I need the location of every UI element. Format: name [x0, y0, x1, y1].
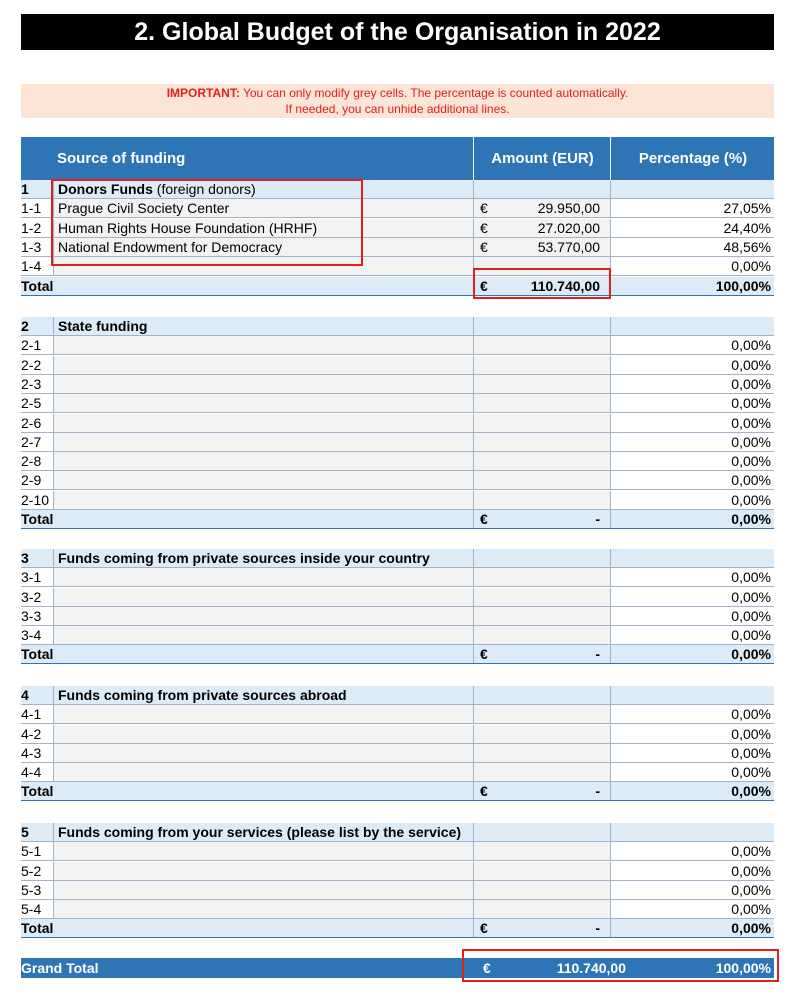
total-row	[21, 919, 774, 938]
section-pct-empty	[610, 180, 774, 198]
amount-cell[interactable]	[473, 414, 610, 432]
percentage-cell: 48,56%	[610, 238, 774, 256]
amount-cell[interactable]	[473, 452, 610, 470]
source-cell[interactable]	[53, 375, 473, 393]
row-id: 3-2	[21, 589, 42, 605]
section-pct-empty	[610, 549, 774, 567]
amount-value: 29.950,00	[537, 200, 600, 216]
section-title	[53, 549, 473, 567]
currency-symbol: €	[480, 239, 488, 255]
percentage-cell: 0,00%	[610, 394, 774, 412]
total-percentage: 0,00%	[610, 919, 774, 937]
percentage-cell: 0,00%	[610, 336, 774, 354]
amount-cell[interactable]	[473, 471, 610, 489]
percentage-cell: 0,00%	[610, 900, 774, 918]
row-id: 1-3	[21, 239, 42, 255]
total-row	[21, 782, 774, 801]
amount-cell[interactable]	[473, 238, 610, 256]
source-cell[interactable]: Prague Civil Society Center	[53, 199, 473, 217]
total-row	[21, 510, 774, 529]
section-title-text: State funding	[58, 318, 148, 334]
row-id: 2-3	[21, 376, 42, 392]
percentage-cell: 0,00%	[610, 471, 774, 489]
amount-cell[interactable]	[473, 588, 610, 606]
section-amount-empty	[473, 317, 610, 335]
percentage-cell: 0,00%	[610, 452, 774, 470]
percentage-cell: 0,00%	[610, 607, 774, 625]
percentage-cell: 0,00%	[610, 257, 774, 275]
source-cell[interactable]	[53, 491, 473, 509]
row-id: 4-1	[21, 706, 42, 722]
grand-total-label: Grand Total	[21, 960, 99, 976]
table-row	[21, 375, 774, 394]
section-number: 4	[21, 687, 29, 703]
section-header-4	[21, 686, 774, 705]
table-row	[21, 452, 774, 471]
table-row	[21, 471, 774, 490]
total-row	[21, 277, 774, 296]
amount-value: 27.020,00	[537, 220, 600, 236]
total-percentage: 0,00%	[610, 645, 774, 663]
row-id: 2-1	[21, 337, 42, 353]
amount-cell[interactable]	[473, 626, 610, 644]
source-cell[interactable]	[53, 394, 473, 412]
table-row	[21, 394, 774, 413]
amount-cell[interactable]	[473, 705, 610, 723]
table-row	[21, 725, 774, 744]
table-row	[21, 881, 774, 900]
table-row	[21, 744, 774, 763]
percentage-cell: 0,00%	[610, 568, 774, 586]
amount-cell[interactable]	[473, 842, 610, 860]
row-id: 1-2	[21, 220, 42, 236]
percentage-cell: 0,00%	[610, 763, 774, 781]
total-percentage: 0,00%	[610, 782, 774, 800]
source-cell[interactable]	[53, 862, 473, 880]
percentage-cell: 0,00%	[610, 491, 774, 509]
section-pct-empty	[610, 686, 774, 704]
source-cell[interactable]	[53, 842, 473, 860]
section-amount-empty	[473, 823, 610, 841]
amount-cell[interactable]	[473, 607, 610, 625]
percentage-cell: 0,00%	[610, 842, 774, 860]
section-title-text: Funds coming from private sources abroad	[58, 687, 347, 703]
total-label: Total	[21, 920, 54, 936]
source-cell[interactable]	[53, 900, 473, 918]
total-amount	[473, 510, 610, 528]
percentage-cell: 0,00%	[610, 375, 774, 393]
section-amount-empty	[473, 686, 610, 704]
row-id: 1-4	[21, 258, 42, 274]
header-source: Source of funding	[57, 150, 186, 167]
source-cell[interactable]	[53, 744, 473, 762]
total-amount	[473, 919, 610, 937]
amount-cell[interactable]	[473, 568, 610, 586]
row-id: 5-4	[21, 901, 42, 917]
source-cell[interactable]: National Endowment for Democracy	[53, 238, 473, 256]
table-row	[21, 763, 774, 782]
row-id: 5-2	[21, 863, 42, 879]
table-row	[21, 491, 774, 510]
section-header-5	[21, 823, 774, 842]
section-number: 2	[21, 318, 29, 334]
percentage-cell: 0,00%	[610, 725, 774, 743]
section-number: 1	[21, 181, 29, 197]
amount-cell[interactable]	[473, 881, 610, 899]
percentage-cell: 27,05%	[610, 199, 774, 217]
row-id: 2-9	[21, 472, 42, 488]
amount-cell[interactable]	[473, 763, 610, 781]
table-row	[21, 842, 774, 861]
row-id: 5-3	[21, 882, 42, 898]
important-notice	[21, 84, 774, 118]
section-title-text: Funds coming from your services (please list by the service)	[58, 824, 462, 840]
total-amount-value: -	[595, 920, 600, 936]
total-amount-value: 110.740,00	[530, 278, 600, 294]
highlight-box-donors	[51, 179, 363, 266]
currency-symbol: €	[480, 278, 488, 294]
amount-cell[interactable]	[473, 433, 610, 451]
table-row	[21, 356, 774, 375]
table-row	[21, 336, 774, 355]
highlight-box-donor-total	[473, 268, 611, 299]
source-cell[interactable]	[53, 471, 473, 489]
row-id: 2-7	[21, 434, 42, 450]
total-label: Total	[21, 783, 54, 799]
grand-total-currency: €	[483, 960, 491, 976]
source-cell[interactable]	[53, 568, 473, 586]
section-number: 5	[21, 824, 29, 840]
table-row	[21, 588, 774, 607]
percentage-cell: 0,00%	[610, 414, 774, 432]
total-amount-value: -	[595, 511, 600, 527]
row-id: 3-4	[21, 627, 42, 643]
source-cell[interactable]	[53, 881, 473, 899]
source-cell[interactable]	[53, 607, 473, 625]
table-header	[21, 137, 774, 180]
section-pct-empty	[610, 317, 774, 335]
table-row	[21, 705, 774, 724]
currency-symbol: €	[480, 511, 488, 527]
amount-cell[interactable]	[473, 219, 610, 237]
notice-line-1-text: You can only modify grey cells. The percentage is counted automatically.	[239, 86, 629, 100]
percentage-cell: 0,00%	[610, 862, 774, 880]
row-id: 1-1	[21, 200, 42, 216]
row-id: 4-4	[21, 764, 42, 780]
row-id: 2-6	[21, 415, 42, 431]
amount-cell[interactable]	[473, 394, 610, 412]
source-cell[interactable]	[53, 356, 473, 374]
total-amount-value: -	[595, 646, 600, 662]
row-id: 2-5	[21, 395, 42, 411]
source-cell[interactable]: Human Rights House Foundation (HRHF)	[53, 219, 473, 237]
page-title: 2. Global Budget of the Organisation in 2022	[21, 14, 774, 50]
highlight-box-grand-total	[462, 949, 779, 982]
table-row	[21, 568, 774, 587]
percentage-cell: 0,00%	[610, 744, 774, 762]
row-id: 3-1	[21, 569, 42, 585]
total-label: Total	[21, 278, 54, 294]
total-amount	[473, 645, 610, 663]
source-cell[interactable]	[53, 336, 473, 354]
source-cell[interactable]	[53, 433, 473, 451]
total-label: Total	[21, 511, 54, 527]
source-cell[interactable]	[53, 452, 473, 470]
total-source-empty	[81, 919, 473, 937]
source-cell[interactable]	[53, 763, 473, 781]
row-id: 3-3	[21, 608, 42, 624]
notice-line-1	[21, 85, 774, 101]
amount-cell[interactable]	[473, 336, 610, 354]
notice-line-2: If needed, you can unhide additional lines.	[285, 102, 510, 116]
section-title-text: Donors Funds	[58, 181, 153, 197]
row-id: 2-8	[21, 453, 42, 469]
amount-cell[interactable]	[473, 356, 610, 374]
currency-symbol: €	[480, 200, 488, 216]
total-row	[21, 645, 774, 664]
total-percentage: 0,00%	[610, 510, 774, 528]
amount-cell[interactable]	[473, 375, 610, 393]
percentage-cell: 0,00%	[610, 881, 774, 899]
header-amount: Amount (EUR)	[473, 137, 611, 180]
table-row	[21, 900, 774, 919]
section-title-text: Funds coming from private sources inside your country	[58, 550, 430, 566]
grand-total-percentage: 100,00%	[715, 960, 771, 976]
table-row	[21, 433, 774, 452]
currency-symbol: €	[480, 220, 488, 236]
percentage-cell: 0,00%	[610, 626, 774, 644]
row-id: 2-2	[21, 357, 42, 373]
section-amount-empty	[473, 180, 610, 198]
row-id: 4-2	[21, 726, 42, 742]
header-percentage: Percentage (%)	[610, 137, 775, 180]
amount-cell[interactable]	[473, 744, 610, 762]
total-amount	[473, 782, 610, 800]
amount-cell[interactable]	[473, 491, 610, 509]
total-source-empty	[81, 645, 473, 663]
amount-value: 53.770,00	[537, 239, 600, 255]
section-title	[53, 317, 473, 335]
row-id: 2-10	[21, 492, 50, 508]
section-title	[53, 686, 473, 704]
amount-cell[interactable]	[473, 862, 610, 880]
amount-cell[interactable]	[473, 199, 610, 217]
notice-important-label: IMPORTANT:	[166, 86, 240, 100]
total-source-empty	[81, 277, 473, 295]
grand-total-amount: 110.740,00	[556, 960, 626, 976]
amount-cell[interactable]	[473, 900, 610, 918]
percentage-cell: 0,00%	[610, 433, 774, 451]
total-source-empty	[81, 782, 473, 800]
section-title-suffix: (foreign donors)	[152, 181, 256, 197]
section-amount-empty	[473, 549, 610, 567]
table-row	[21, 626, 774, 645]
percentage-cell: 24,40%	[610, 219, 774, 237]
row-id: 5-1	[21, 843, 42, 859]
source-cell[interactable]	[53, 414, 473, 432]
percentage-cell: 0,00%	[610, 705, 774, 723]
source-cell[interactable]	[53, 588, 473, 606]
table-row	[21, 414, 774, 433]
percentage-cell: 0,00%	[610, 588, 774, 606]
row-id: 4-3	[21, 745, 42, 761]
section-header-3	[21, 549, 774, 568]
currency-symbol: €	[480, 646, 488, 662]
source-cell[interactable]	[53, 626, 473, 644]
total-source-empty	[81, 510, 473, 528]
percentage-cell: 0,00%	[610, 356, 774, 374]
table-row	[21, 607, 774, 626]
currency-symbol: €	[480, 920, 488, 936]
section-number: 3	[21, 550, 29, 566]
amount-cell[interactable]	[473, 725, 610, 743]
section-title	[53, 823, 473, 841]
source-cell[interactable]	[53, 705, 473, 723]
section-pct-empty	[610, 823, 774, 841]
total-amount-value: -	[595, 783, 600, 799]
total-label: Total	[21, 646, 54, 662]
currency-symbol: €	[480, 783, 488, 799]
section-header-2	[21, 317, 774, 336]
source-cell[interactable]	[53, 725, 473, 743]
total-percentage: 100,00%	[610, 277, 774, 295]
table-row	[21, 862, 774, 881]
